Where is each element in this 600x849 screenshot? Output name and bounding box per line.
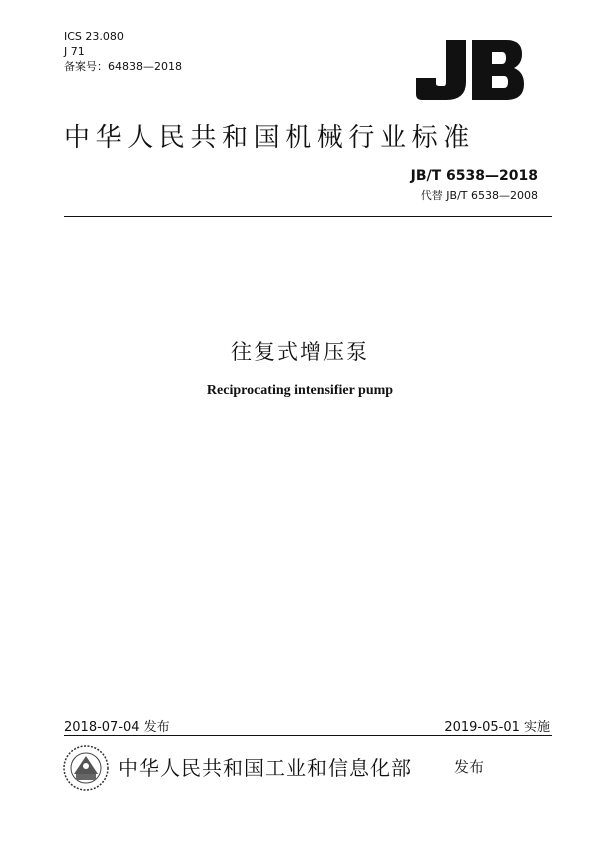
implement-date: 2019-05-01 实施 [444, 720, 550, 735]
ministry-publish-label: 发布 [454, 758, 485, 776]
bottom-divider [64, 735, 552, 736]
ministry-name: 中华人民共和国工业和信息化部 [118, 756, 412, 780]
classification-code: J 71 [64, 45, 85, 58]
publish-date: 2018-07-04 发布 [64, 720, 170, 735]
standard-number: JB/T 6538—2018 [410, 168, 538, 184]
ics-code: ICS 23.080 [64, 30, 124, 43]
jb-logo-icon [416, 38, 524, 102]
document-title-cn: 往复式增压泵 [231, 340, 369, 364]
ministry-emblem-icon [62, 744, 110, 792]
document-title-en: Reciprocating intensifier pump [206, 383, 394, 398]
record-number: 备案号：64838—2018 [64, 60, 182, 73]
top-divider [64, 216, 552, 217]
industry-standard-title: 中华人民共和国机械行业标准 [64, 123, 475, 153]
replaces-standard: 代替 JB/T 6538—2008 [420, 189, 538, 202]
